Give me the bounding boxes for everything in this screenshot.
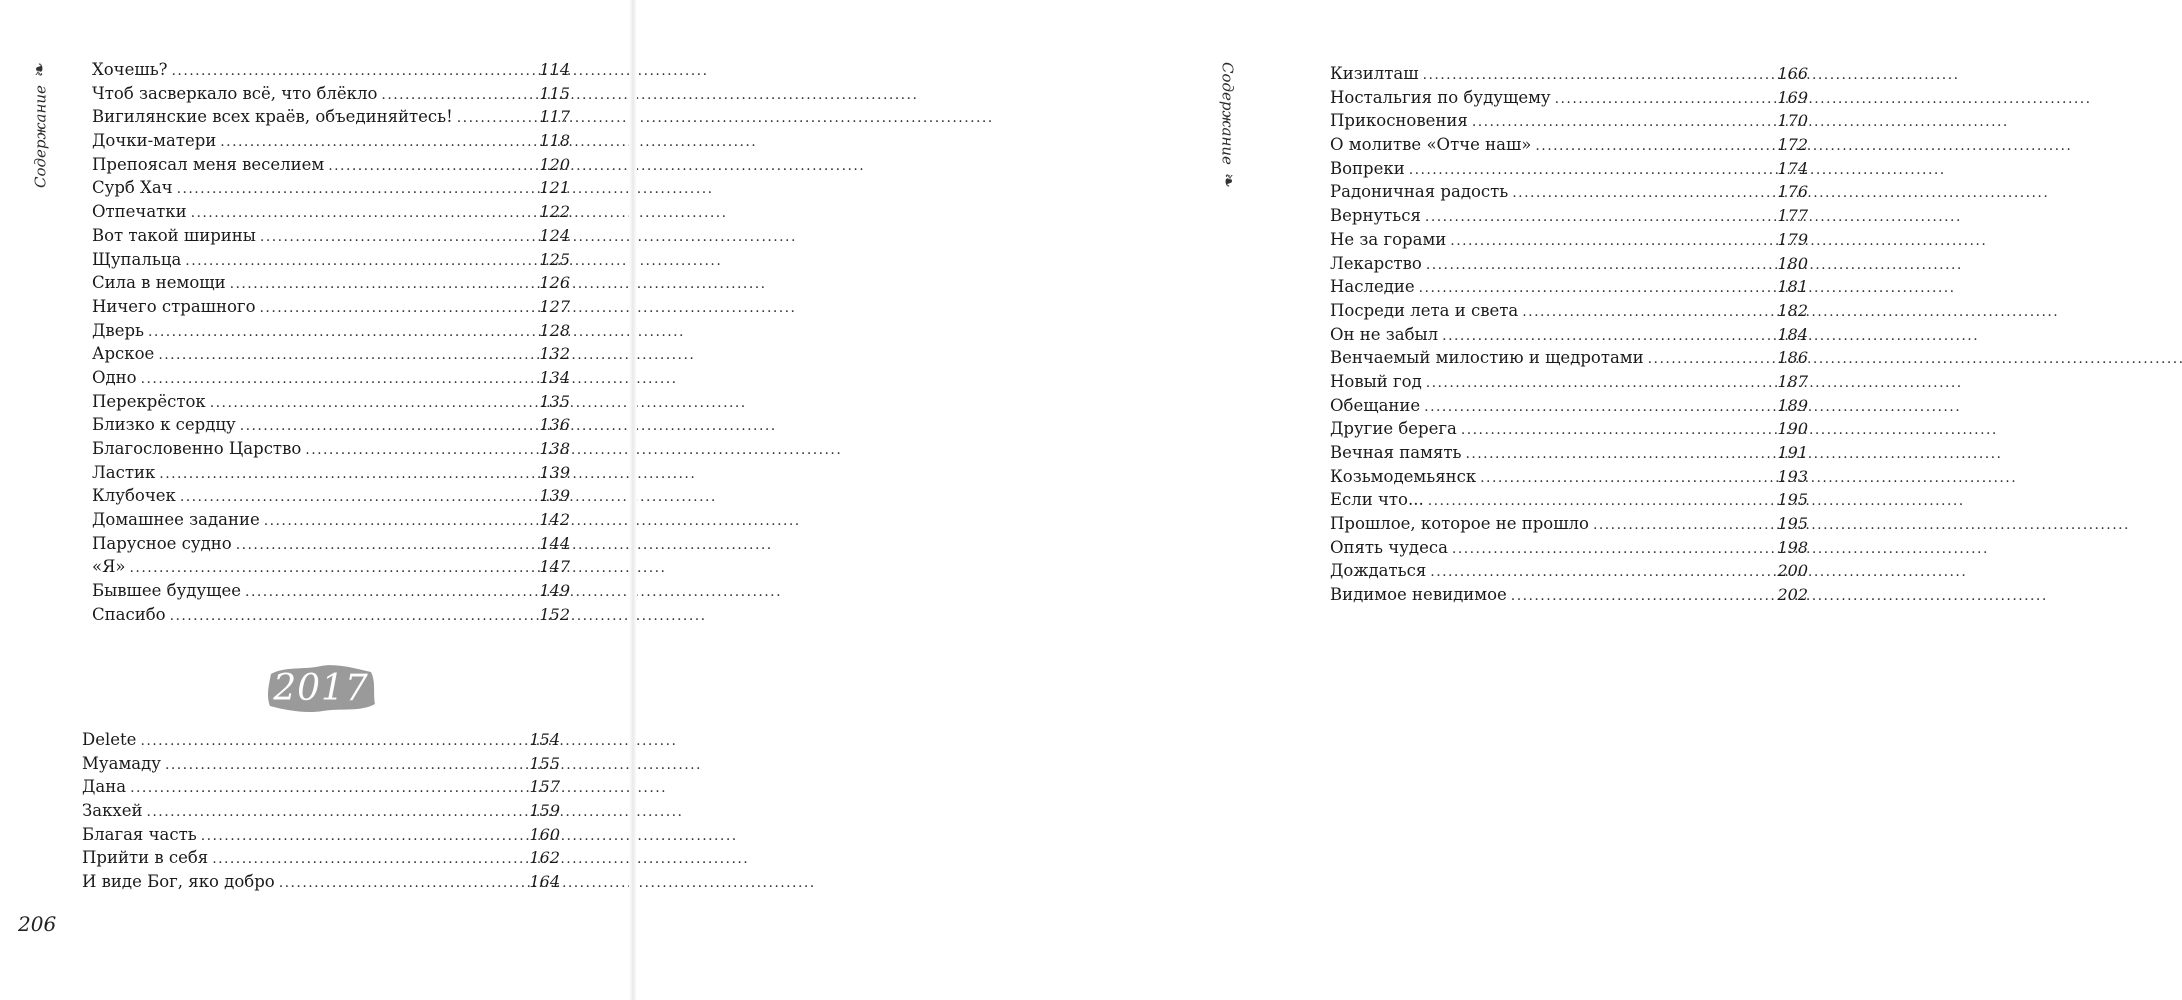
toc-entry-page: 127 (539, 296, 570, 316)
toc-dot-leader (1425, 206, 1774, 230)
toc-entry (92, 413, 570, 437)
toc-dot-leader (1555, 88, 1774, 112)
toc-dot-leader (230, 273, 536, 297)
toc-entry-page: 149 (539, 581, 570, 601)
toc-dot-leader (264, 510, 536, 534)
toc-entry-page: 177 (1777, 206, 1808, 226)
toc-entry-title: Парусное судно (92, 533, 232, 553)
toc-entry-page: 125 (539, 249, 570, 269)
toc-dot-leader (191, 202, 536, 226)
toc-entry-title: Одно (92, 367, 137, 387)
toc-entry-title: О молитве «Отче наш» (1330, 135, 1532, 155)
toc-list-main (92, 58, 570, 627)
toc-dot-leader (1535, 135, 1773, 159)
toc-entry-page: 118 (539, 131, 570, 151)
toc-entry-title: Хочешь? (92, 60, 168, 79)
toc-entry-title: Отпечатки (92, 202, 187, 222)
toc-entry-page: 147 (539, 557, 570, 577)
toc-entry-title: Новый год (1330, 371, 1422, 391)
toc-entry-page: 162 (529, 848, 560, 868)
toc-entry-title: Сила в немощи (92, 273, 226, 293)
toc-entry (1330, 204, 1808, 228)
toc-entry-title: «Я» (92, 557, 126, 577)
toc-entry-page: 155 (529, 753, 560, 773)
toc-list-right (1330, 62, 1808, 607)
toc-dot-leader (1430, 561, 1773, 585)
toc-entry-title: Прийти в себя (82, 848, 209, 868)
toc-entry-title: Щупальца (92, 249, 182, 269)
toc-entry-title: Чтоб засверкало всё, что блёкло (92, 83, 378, 103)
toc-entry (92, 484, 570, 508)
toc-dot-leader (130, 777, 525, 801)
toc-entry-page: 195 (1777, 514, 1808, 534)
toc-entry (1330, 157, 1808, 181)
floral-ornament-icon: ❧ (1217, 172, 1239, 188)
toc-entry-title: И виде Бог, яко добро (82, 872, 275, 892)
toc-entry-page: 181 (1777, 277, 1808, 297)
toc-entry-page: 160 (529, 824, 560, 844)
toc-entry (1330, 465, 1808, 489)
toc-entry (1330, 488, 1808, 512)
toc-dot-leader (140, 730, 525, 754)
toc-entry-page: 166 (1777, 64, 1808, 83)
toc-entry-page: 139 (539, 462, 570, 482)
toc-entry (1330, 86, 1808, 110)
toc-entry-title: Наследие (1330, 277, 1415, 297)
toc-entry-title: Благая часть (82, 824, 197, 844)
toc-entry-title: Домашнее задание (92, 510, 260, 530)
toc-dot-leader (180, 486, 536, 510)
toc-entry-page: 189 (1777, 395, 1808, 415)
toc-entry-title: Муамаду (82, 753, 161, 773)
toc-entry (1330, 583, 1808, 607)
toc-entry-title: Вечная память (1330, 443, 1462, 462)
right-page (632, 0, 1808, 1000)
toc-dot-leader (172, 60, 536, 84)
toc-dot-leader (1409, 159, 1774, 183)
page-number: 206 (18, 912, 57, 936)
toc-entry-title: Дана (82, 777, 127, 797)
toc-entry (92, 129, 570, 153)
toc-entry (1330, 441, 1808, 465)
toc-entry-title: Клубочек (92, 486, 176, 506)
toc-entry-title: Сурб Хач (92, 178, 173, 198)
toc-entry (92, 342, 570, 366)
toc-dot-leader (260, 226, 536, 250)
toc-dot-leader (1461, 419, 1774, 443)
toc-entry (82, 728, 560, 752)
toc-entry-title: Ничего страшного (92, 296, 256, 316)
toc-entry (1330, 109, 1808, 133)
toc-dot-leader (159, 463, 535, 487)
toc-dot-leader (148, 321, 535, 345)
toc-dot-leader (245, 581, 535, 605)
toc-dot-leader (201, 825, 526, 849)
toc-dot-leader (1428, 490, 1774, 514)
toc-entry-title: Близко к сердцу (92, 415, 236, 435)
toc-entry (82, 752, 560, 776)
toc-entry-page: 164 (529, 872, 560, 892)
toc-entry-title: Спасибо (92, 604, 166, 624)
toc-entry-page: 139 (539, 486, 570, 506)
toc-dot-leader (220, 131, 535, 155)
toc-entry (92, 200, 570, 224)
toc-dot-leader (1512, 182, 1773, 206)
toc-entry (92, 105, 570, 129)
toc-entry-page: 132 (539, 344, 570, 364)
running-head-title: Содержание (1219, 62, 1237, 165)
toc-entry (92, 366, 570, 390)
toc-dot-leader (1648, 348, 1774, 372)
toc-entry-title: Благословенно Царство (92, 439, 302, 458)
toc-entry-page: 142 (539, 510, 570, 530)
toc-entry (92, 319, 570, 343)
toc-entry-page: 120 (539, 154, 570, 174)
running-head-right (1218, 62, 1239, 188)
toc-entry-page: 176 (1777, 182, 1808, 202)
left-page (0, 0, 632, 1000)
toc-entry (92, 153, 570, 177)
toc-dot-leader (130, 557, 536, 581)
toc-dot-leader (1472, 111, 1774, 135)
toc-entry-title: Бывшее будущее (92, 581, 242, 601)
toc-dot-leader (1423, 64, 1774, 88)
toc-entry (92, 579, 570, 603)
toc-entry-title: Вот такой ширины (92, 225, 256, 245)
toc-list-2017 (82, 728, 560, 894)
toc-dot-leader (279, 872, 526, 896)
toc-entry (1330, 394, 1808, 418)
toc-entry-page: 170 (1777, 111, 1808, 131)
toc-entry-page: 193 (1777, 466, 1808, 486)
toc-entry-page: 202 (1777, 585, 1808, 605)
toc-dot-leader (305, 439, 535, 463)
toc-entry-title: Посреди лета и света (1330, 300, 1519, 320)
toc-entry (82, 775, 560, 799)
toc-entry-title: Ностальгия по будущему (1330, 87, 1551, 107)
toc-entry-title: Дождаться (1330, 561, 1427, 581)
toc-entry-page: 136 (539, 415, 570, 435)
toc-dot-leader (210, 392, 536, 416)
toc-entry-title: Препоясал меня веселием (92, 154, 325, 174)
toc-dot-leader (381, 84, 535, 108)
toc-dot-leader (1511, 585, 1774, 609)
toc-entry-title: Радоничная радость (1330, 182, 1509, 202)
toc-entry (92, 295, 570, 319)
toc-dot-leader (1426, 254, 1774, 278)
toc-entry-title: Прошлое, которое не прошло (1330, 514, 1589, 534)
toc-entry-title: Опять чудеса (1330, 537, 1448, 557)
toc-entry-title: Арское (92, 344, 155, 364)
running-head-left (30, 62, 51, 188)
toc-entry-page: 159 (529, 801, 560, 821)
toc-entry-title: Delete (82, 730, 137, 749)
toc-entry-title: Другие берега (1330, 419, 1457, 439)
toc-dot-leader (185, 250, 535, 274)
toc-entry-title: Обещание (1330, 395, 1421, 415)
toc-entry-title: Лекарство (1330, 253, 1422, 273)
toc-entry-title: Дочки-матери (92, 131, 217, 151)
toc-entry (92, 390, 570, 414)
toc-entry-page: 191 (1777, 443, 1808, 462)
toc-dot-leader (1480, 467, 1773, 491)
toc-entry-page: 184 (1777, 324, 1808, 344)
toc-entry-page: 122 (539, 202, 570, 222)
toc-entry (92, 532, 570, 556)
toc-entry (92, 437, 570, 461)
toc-dot-leader (240, 415, 536, 439)
toc-entry-page: 144 (539, 533, 570, 553)
toc-entry-title: Венчаемый милостию и щедротами (1330, 348, 1644, 368)
toc-dot-leader (170, 605, 536, 629)
toc-dot-leader (147, 801, 526, 825)
toc-entry (82, 799, 560, 823)
toc-entry (92, 58, 570, 82)
toc-dot-leader (177, 178, 536, 202)
toc-entry-page: 114 (539, 60, 570, 79)
toc-entry (1330, 512, 1808, 536)
toc-entry (1330, 133, 1808, 157)
year-label: 2017 (273, 667, 369, 709)
toc-entry (92, 555, 570, 579)
toc-entry-page: 180 (1777, 253, 1808, 273)
toc-entry-page: 152 (539, 604, 570, 624)
toc-entry-page: 115 (539, 83, 570, 103)
toc-entry-page: 126 (539, 273, 570, 293)
toc-entry (1330, 536, 1808, 560)
toc-entry-title: Прикосновения (1330, 111, 1468, 131)
toc-entry (92, 176, 570, 200)
toc-entry (82, 870, 560, 894)
toc-dot-leader (1424, 396, 1773, 420)
toc-dot-leader (158, 344, 535, 368)
toc-entry (1330, 275, 1808, 299)
toc-entry (92, 224, 570, 248)
toc-dot-leader (1426, 372, 1774, 396)
toc-entry (1330, 559, 1808, 583)
toc-entry-page: 195 (1777, 490, 1808, 510)
toc-entry (1330, 299, 1808, 323)
toc-entry-page: 157 (529, 777, 560, 797)
toc-dot-leader (1593, 514, 1773, 538)
toc-entry (92, 603, 570, 627)
toc-entry-page: 134 (539, 367, 570, 387)
toc-dot-leader (1442, 325, 1773, 349)
toc-dot-leader (1419, 277, 1774, 301)
toc-dot-leader (1452, 538, 1774, 562)
toc-entry-page: 200 (1777, 561, 1808, 581)
toc-dot-leader (328, 155, 535, 179)
toc-entry-page: 186 (1777, 348, 1808, 368)
toc-entry-page: 179 (1777, 229, 1808, 249)
toc-entry-page: 187 (1777, 371, 1808, 391)
toc-entry-title: Если что... (1330, 490, 1424, 510)
toc-dot-leader (457, 107, 536, 131)
toc-entry-page: 198 (1777, 537, 1808, 557)
toc-entry-page: 190 (1777, 419, 1808, 439)
toc-entry-page: 172 (1777, 135, 1808, 155)
toc-dot-leader (260, 297, 536, 321)
toc-dot-leader (141, 368, 536, 392)
toc-entry-title: Закхей (82, 801, 143, 821)
year-badge (265, 660, 377, 716)
toc-entry-title: Перекрёсток (92, 391, 206, 411)
toc-entry (92, 82, 570, 106)
toc-dot-leader (1522, 301, 1773, 325)
toc-entry (1330, 370, 1808, 394)
toc-entry (1330, 417, 1808, 441)
toc-entry-page: 154 (529, 730, 560, 749)
toc-entry-page: 128 (539, 320, 570, 340)
toc-entry-title: Он не забыл (1330, 324, 1439, 344)
toc-entry-title: Кизилташ (1330, 64, 1419, 83)
running-head-title: Содержание (31, 85, 49, 188)
toc-entry (82, 846, 560, 870)
toc-entry-page: 121 (539, 178, 570, 198)
toc-entry (1330, 228, 1808, 252)
toc-entry-page: 117 (539, 107, 570, 127)
toc-entry-page: 135 (539, 391, 570, 411)
toc-dot-leader (236, 534, 536, 558)
toc-entry-title: Ластик (92, 462, 156, 482)
toc-entry (82, 823, 560, 847)
toc-entry-title: Козьмодемьянск (1330, 466, 1477, 486)
toc-entry-title: Вигилянские всех краёв, объединяйтесь! (92, 107, 453, 127)
toc-entry (1330, 323, 1808, 347)
toc-entry-page: 169 (1777, 87, 1808, 107)
toc-dot-leader (1450, 230, 1773, 254)
floral-ornament-icon: ❧ (29, 62, 51, 78)
toc-entry-title: Вопреки (1330, 158, 1405, 178)
toc-dot-leader (1465, 443, 1773, 467)
toc-entry (1330, 62, 1808, 86)
toc-entry (92, 248, 570, 272)
toc-entry (1330, 180, 1808, 204)
toc-entry (1330, 346, 1808, 370)
toc-entry-title: Дверь (92, 320, 145, 340)
toc-entry-title: Вернуться (1330, 206, 1421, 226)
toc-entry-title: Не за горами (1330, 229, 1447, 249)
toc-entry (92, 271, 570, 295)
toc-entry-page: 174 (1777, 158, 1808, 178)
toc-entry-page: 124 (539, 225, 570, 245)
toc-entry (1330, 252, 1808, 276)
toc-entry (92, 508, 570, 532)
toc-entry (92, 461, 570, 485)
toc-dot-leader (212, 848, 525, 872)
toc-dot-leader (165, 754, 525, 778)
toc-entry-title: Видимое невидимое (1330, 585, 1507, 605)
toc-entry-page: 182 (1777, 300, 1808, 320)
toc-entry-page: 138 (539, 439, 570, 458)
